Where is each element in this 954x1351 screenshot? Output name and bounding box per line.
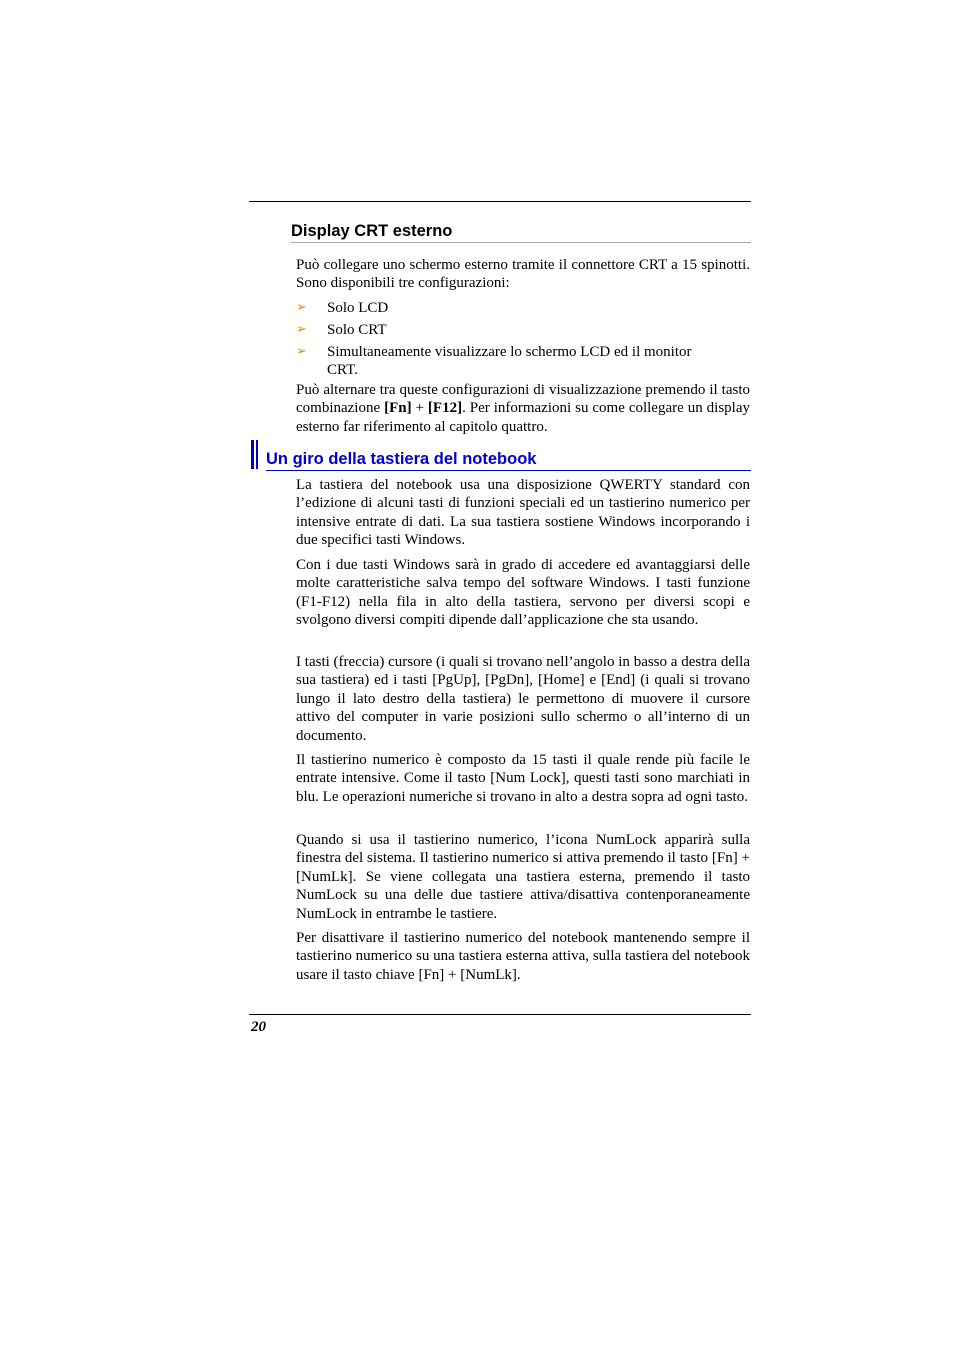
plus-sign: + (411, 400, 428, 417)
body-paragraph: Con i due tasti Windows sarà in grado di accedere ed avantaggiarsi delle molte caratteristiche salva tempo del software Windows. I tasti funzione (F1-F12) nella fila in alto della tastiera, servono per diversi scopi e svolgono diversi compiti dipende dall’applicazione che sta usando. (296, 557, 750, 629)
key-f12: [F12] (427, 400, 463, 417)
list-item (296, 299, 750, 317)
arrowhead-bullet-icon: ➢ (296, 321, 307, 337)
key-fn: [Fn] (384, 400, 412, 417)
body-paragraph: I tasti (freccia) cursore (i quali si trovano nell’angolo in basso a destra della sua tastiera) ed i tasti [PgUp], [PgDn], [Home] e [End] (i quali si trovano lungo il lato destro della tastiera) le permettono di muovere il cursore attivo del computer in varie posizioni sullo schermo o all’interno di un documento. (296, 654, 750, 744)
list-item (296, 321, 750, 339)
crt-config-list (296, 299, 750, 383)
body-paragraph: Il tastierino numerico è composto da 15 tasti il quale rende più facile le entrate intensive. Come il tasto [Num Lock], questi tasti sono marchiati in blu. Le operazioni numeriche si trovano in alto a destra sopra ad ogni tasto. (296, 752, 750, 805)
page-number: 20 (251, 1019, 266, 1035)
list-item-text: Solo CRT (327, 321, 387, 338)
list-item (296, 343, 750, 380)
body-paragraph: La tastiera del notebook usa una disposizione QWERTY standard con l’edizione di alcuni tasti di funzioni speciali ed un tastierino numerico per intensive entrate di dati. La sua tastiera sostiene Windows incorporando i due specifici tasti Windows. (296, 477, 750, 549)
section-heading-keyboard: Un giro della tastiera del notebook (266, 450, 751, 471)
arrowhead-bullet-icon: ➢ (296, 343, 307, 359)
bottom-rule (249, 1014, 751, 1015)
crt-intro-paragraph: Può collegare uno schermo esterno tramite il connettore CRT a 15 spinotti. Sono disponibili tre configurazioni: (296, 257, 750, 292)
body-paragraph: Per disattivare il tastierino numerico del notebook mantenendo sempre il tastierino numerico su una tastiera esterna attiva, sulla tastiera del notebook usare il tasto chiave [Fn] + [NumLk]. (296, 930, 750, 983)
crt-outro-paragraph (296, 381, 750, 436)
heading-bar-decoration (251, 440, 254, 469)
section-heading-crt: Display CRT esterno (291, 221, 751, 243)
top-rule (249, 201, 751, 202)
outro-text-before: Può alternare tra queste configurazioni di visualizzazione premendo il tasto combinazione (296, 382, 750, 417)
body-paragraph: Quando si usa il tastierino numerico, l’icona NumLock apparirà sulla finestra del sistema. Il tastierino numerico si attiva premendo il tasto [Fn] + [NumLk]. Se viene collegata una tastiera esterna, premendo il tasto NumLock su una delle due tastiere attiva/disattiva contenporaneamente NumLock in entrambe le tastiere. (296, 832, 750, 922)
outro-text-after: . Per informazioni su come collegare un display esterno far riferimento al capitolo quattro. (296, 400, 750, 435)
section-heading-keyboard-block (251, 440, 751, 471)
list-item-text: Solo LCD (327, 300, 389, 316)
list-item-text: Simultaneamente visualizzare lo schermo LCD ed il monitor CRT. (327, 343, 692, 379)
arrowhead-bullet-icon: ➢ (296, 300, 307, 315)
heading-bar-decoration (256, 440, 258, 469)
